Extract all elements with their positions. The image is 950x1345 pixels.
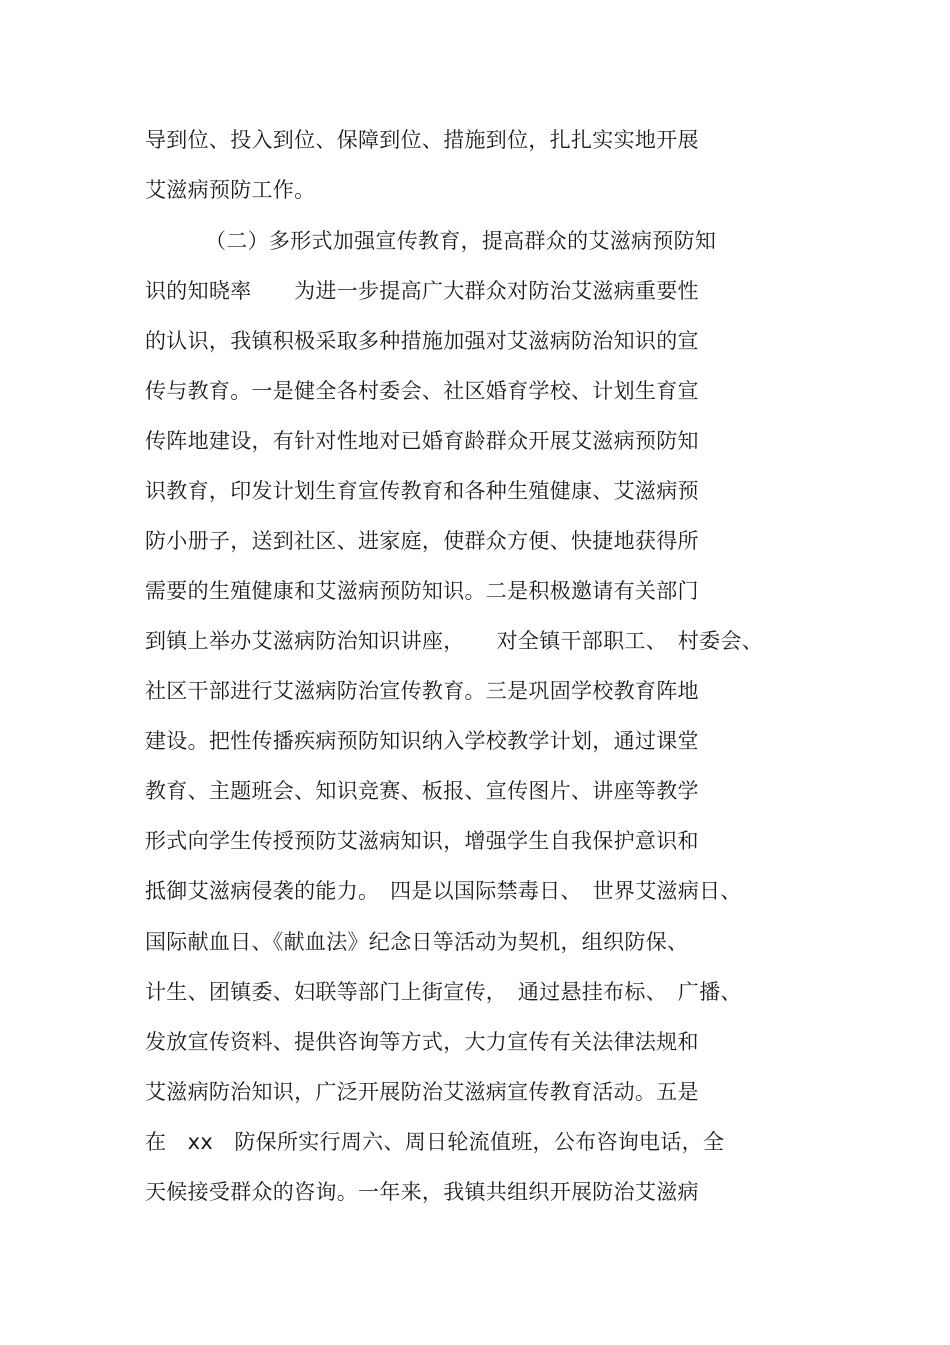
- paragraph-line: 传阵地建设，有针对性地对已婚育龄群众开展艾滋病预防知: [145, 429, 699, 453]
- paragraph-line: 导到位、投入到位、保障到位、措施到位，扎扎实实地开展: [145, 128, 699, 152]
- paragraph-line: 艾滋病预防工作。: [145, 178, 316, 202]
- paragraph-line: 国际献血日、《献血法》纪念日等活动为契机，组织防保、: [145, 930, 689, 954]
- paragraph-line: 的认识，我镇积极采取多种措施加强对艾滋病防治知识的宣: [145, 329, 699, 353]
- paragraph-line: 到镇上举办艾滋病防治知识讲座， 对全镇干部职工、 村委会、: [145, 629, 763, 653]
- paragraph-line: 计生、团镇委、妇联等部门上街宣传， 通过悬挂布标、 广播、: [145, 980, 742, 1004]
- paragraph-line: 传与教育。一是健全各村委会、社区婚育学校、计划生育宣: [145, 379, 699, 403]
- paragraph-line: 在 xx 防保所实行周六、周日轮流值班，公布咨询电话，全: [145, 1130, 725, 1154]
- paragraph-line: 防小册子，送到社区、进家庭，使群众方便、快捷地获得所: [145, 529, 699, 553]
- paragraph-line: 天候接受群众的咨询。一年来，我镇共组织开展防治艾滋病: [145, 1180, 699, 1204]
- paragraph-line: 识的知晓率 为进一步提高广大群众对防治艾滋病重要性: [145, 279, 699, 303]
- section-heading-line: （二）多形式加强宣传教育，提高群众的艾滋病预防知: [205, 229, 717, 253]
- paragraph-line: 需要的生殖健康和艾滋病预防知识。二是积极邀请有关部门: [145, 579, 699, 603]
- paragraph-line: 社区干部进行艾滋病防治宣传教育。三是巩固学校教育阵地: [145, 679, 699, 703]
- paragraph-line: 抵御艾滋病侵袭的能力。 四是以国际禁毒日、 世界艾滋病日、: [145, 879, 742, 903]
- paragraph-line: 艾滋病防治知识，广泛开展防治艾滋病宣传教育活动。五是: [145, 1080, 699, 1104]
- paragraph-line: 发放宣传资料、提供咨询等方式，大力宣传有关法律法规和: [145, 1030, 699, 1054]
- paragraph-line: 形式向学生传授预防艾滋病知识，增强学生自我保护意识和: [145, 829, 699, 853]
- paragraph-line: 教育、主题班会、知识竞赛、板报、宣传图片、讲座等教学: [145, 779, 699, 803]
- paragraph-line: 识教育，印发计划生育宣传教育和各种生殖健康、艾滋病预: [145, 479, 699, 503]
- paragraph-line: 建设。把性传播疾病预防知识纳入学校教学计划，通过课堂: [145, 729, 699, 753]
